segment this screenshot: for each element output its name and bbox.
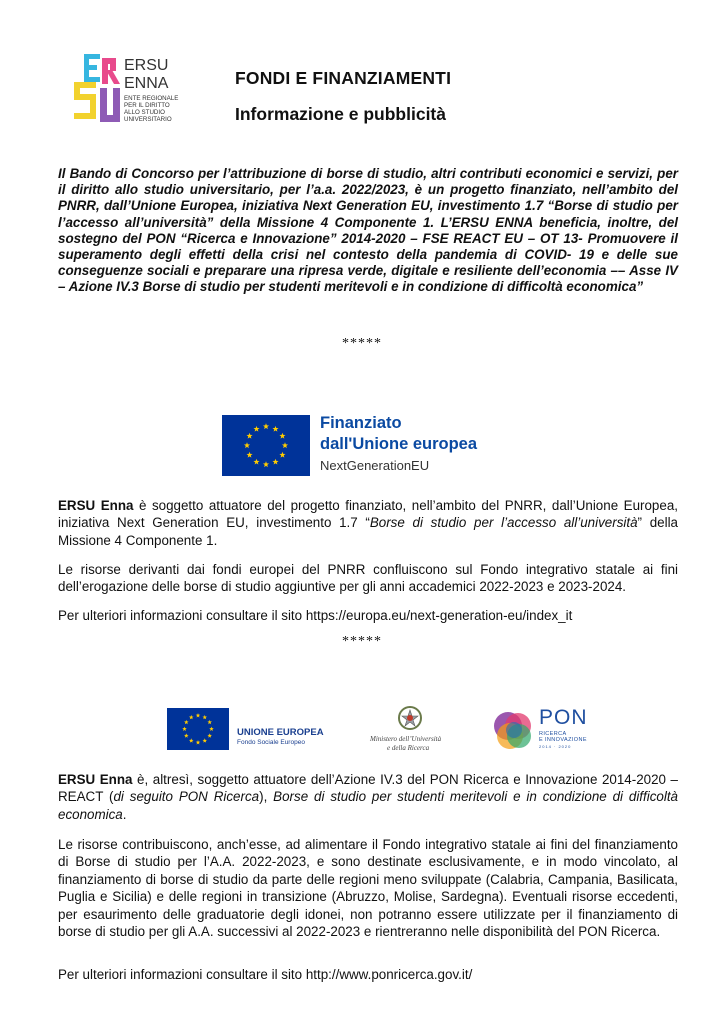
- logo-tagline-1: ENTE REGIONALE: [124, 95, 179, 102]
- nextgen-line-2: dall'Unione europea: [320, 435, 478, 453]
- nextgen-line-1: Finanziato: [320, 414, 402, 432]
- eu-label: UNIONE EUROPEA: [237, 727, 324, 738]
- intro-paragraph: Il Bando di Concorso per l’attribuzione di borse di studio, altri contributi economici e servizi, per il diritto allo studio universitario, per l’a.a. 2022/2023, è un progetto finanziato, nell’ambito del PNRR, dall’Unione Europea, iniziativa Next Generation EU, investimento 1.7 “Borse di studio per l’accesso all’università” della Missione 4 Componente 1. L’ERSU ENNA beneficia, inoltre, del sostegno del PON “Ricerca e Innovazione” 2014-2020 – FSE REACT EU – OT 13- Promuovere il superamento degli effetti della crisi nel contesto della pandemia di COVID- 19 e delle sue conseguenze sociali e preparare una ripresa verde, digitale e resiliente dell’economia –– Asse IV – Azione IV.3 Borse di studio per studenti meritevoli e in condizione di difficoltà economica”: [58, 166, 678, 295]
- ersu-enna-logo: [72, 52, 194, 132]
- pon-logo-icon: [490, 708, 536, 752]
- eu-nextgen-logo: [222, 412, 502, 476]
- italian-republic-emblem-icon: [397, 704, 423, 732]
- pon-name: PON: [539, 706, 588, 729]
- separator: *****: [342, 336, 382, 351]
- eu-fund-label: Fondo Sociale Europeo: [237, 739, 305, 746]
- logo-word-ersu: ERSU: [124, 57, 169, 74]
- section2-paragraph-3: Per ulteriori informazioni consultare il sito http://www.ponricerca.gov.it/: [58, 967, 473, 982]
- section1-paragraph-3: Per ulteriori informazioni consultare il sito https://europa.eu/next-generation-eu/index_it: [58, 608, 573, 623]
- section2-text-2: ),: [259, 789, 274, 805]
- logo-tagline-3: ALLO STUDIO: [124, 109, 165, 116]
- pon-subtitle-3: 2014 · 2020: [539, 744, 572, 749]
- section2-italic-2: Borse di studio per studenti meritevoli e in condizione di difficoltà economica: [58, 789, 679, 822]
- section2-italic-1: di seguito PON Ricerca: [113, 789, 260, 805]
- logo-tagline-2: PER IL DIRITTO: [124, 102, 170, 109]
- section2-paragraph-2: Le risorse contribuiscono, anch’esse, ad alimentare il Fondo integrativo statale ai fini del finanziamento di Borse di studio per l’A.A. 2022-2023, e sono destinate esclusivamente, e in modo vincolato, al finanziamento di borse di studio da parte delle regioni meno sviluppate (Calabria, Campania, Basilicata, Puglia e Sicilia) e delle regioni in transizione (Abruzzo, Molise, Sardegna). Eventuali risorse eccedenti, per esaurimento delle graduatorie degli idonei, non potranno essere utilizzate per il finanziamento di borse di studio per gli A.A. successivi al 2022-2023 e rientreranno nelle disponibilità del PON Ricerca.: [58, 837, 678, 940]
- section1-paragraph-2: Le risorse derivanti dai fondi europei del PNRR confluiscono sul Fondo integrativo statale ai fini dell’erogazione delle borse di studio aggiuntive per gli anni accademici 2022-2023 e 2023-2024.: [58, 562, 678, 595]
- section2-paragraph-1: [58, 771, 678, 823]
- section1-text-2: ” della Missione 4 Componente 1.: [58, 515, 678, 548]
- pon-subtitle-2: E INNOVAZIONE: [539, 737, 587, 743]
- logo-tagline-4: UNIVERSITARIO: [124, 116, 172, 123]
- ersu-enna-lead: ERSU Enna: [58, 498, 134, 513]
- section1-paragraph-1: [58, 497, 678, 549]
- nextgen-line-3: NextGenerationEU: [320, 458, 430, 473]
- section1-italic: Borse di studio per l’accesso all’università: [369, 515, 638, 531]
- section2-text-3: .: [122, 806, 127, 822]
- page-title: FONDI E FINANZIAMENTI: [235, 68, 452, 88]
- logo-word-enna: ENNA: [124, 75, 169, 92]
- ministry-line-2: e della Ricerca: [387, 744, 430, 752]
- section1-text-1: è soggetto attuatore del progetto finanziato, nell’ambito del PNRR, dall’Unione Europea, iniziativa Next Generation EU, investimento 1.7 “: [58, 498, 678, 531]
- section2-text-1: è, altresì, soggetto attuatore dell’Azione IV.3 del PON Ricerca e Innovazione 2014-2020 – REACT (: [58, 772, 678, 805]
- ersu-enna-lead: ERSU Enna: [58, 772, 133, 787]
- pon-subtitle-1: RICERCA: [539, 731, 567, 737]
- eu-flag-icon: [167, 708, 229, 750]
- separator: *****: [342, 634, 382, 649]
- ministry-line-1: Ministero dell’Università: [370, 735, 442, 743]
- page-subtitle: Informazione e pubblicità: [235, 104, 446, 124]
- eu-flag-icon: [222, 415, 310, 476]
- funding-logos-strip: [165, 702, 590, 760]
